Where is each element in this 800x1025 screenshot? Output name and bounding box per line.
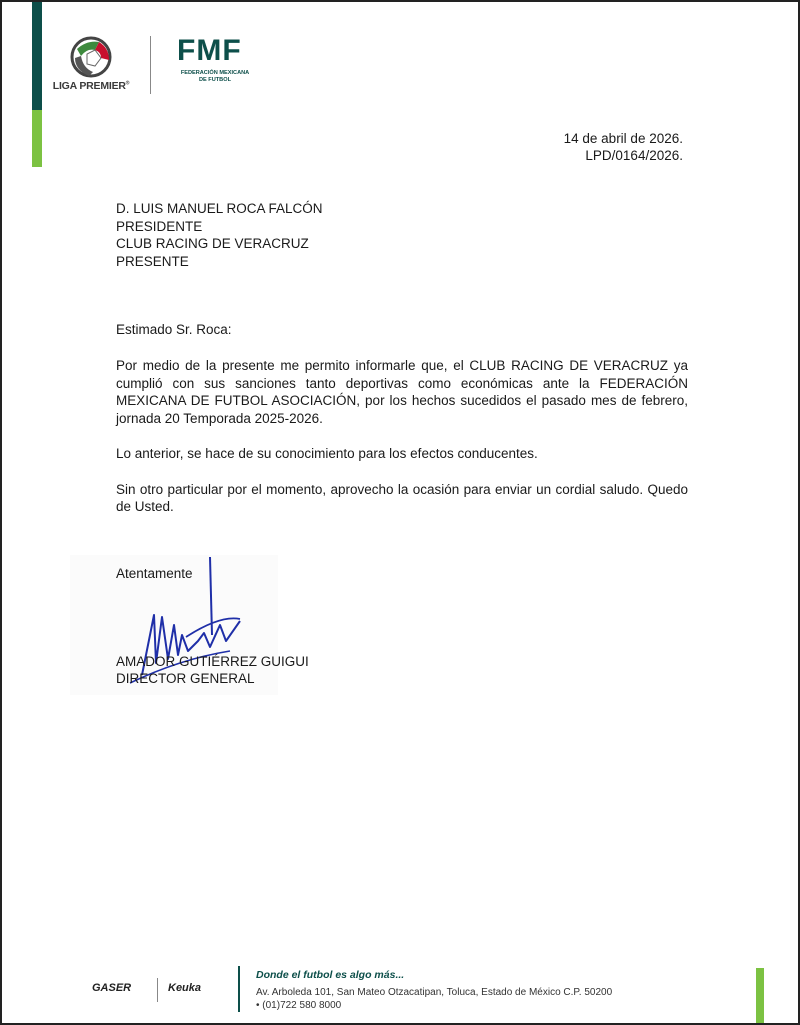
gaser-logo: GASER [92,982,132,994]
recipient-presente: PRESENTE [116,253,189,269]
fmf-logo [177,36,253,84]
signer-name: AMADOR GUTIÉRREZ GUIGUI [116,653,309,669]
recipient-name: D. LUIS MANUEL ROCA FALCÓN [116,201,323,216]
recipient-block [116,200,323,270]
letter-date: 14 de abril de 2026. [563,131,683,146]
letter-body [116,357,688,534]
body-paragraph: Por medio de la presente me permito informarle que, el CLUB RACING DE VERACRUZ ya cumplió con sus sanciones tanto deportivas como económicas ante la FEDERACIÓN MEXICANA DE FUTBOL ASOCIACIÓN, por los hechos sucedidos el pasado mes de febrero, jornada 20 Temporada 2025-2026. [116,358,688,426]
header-logos [54,36,253,98]
ball-icon [69,36,113,78]
closing-text: Atentamente [116,566,193,581]
footer-address: Av. Arboleda 101, San Mateo Otzacatipan, Toluca, Estado de México C.P. 50200 [256,987,613,998]
footer-phone: • (01)722 580 8000 [256,1000,342,1011]
date-block [564,130,683,164]
footer-slogan: Donde el futbol es algo más... [256,969,405,981]
fmf-title: FMF [177,34,242,67]
letter-reference: LPD/0164/2026. [585,148,683,163]
liga-premier-label: LIGA PREMIER [52,80,126,92]
sponsor-divider [157,978,158,1002]
signer-title: DIRECTOR GENERAL [116,671,255,686]
recipient-club: CLUB RACING DE VERACRUZ [116,236,309,251]
fmf-subtitle: FEDERACIÓN MEXICANA DE FUTBOL [180,70,250,83]
footer-divider [238,966,240,1012]
closing-block [116,565,309,688]
body-paragraph: Lo anterior, se hace de su conocimiento para los efectos conducentes. [116,446,538,461]
liga-premier-logo: LIGA PREMIER® [54,36,128,92]
right-accent-bar [756,968,764,1023]
logo-divider [150,36,151,94]
left-accent-bar [32,2,42,167]
keuka-logo: Keuka [168,982,202,994]
salutation: Estimado Sr. Roca: [116,322,232,337]
body-paragraph: Sin otro particular por el momento, aprovecho la ocasión para enviar un cordial saludo. Quedo de Usted. [116,481,688,514]
recipient-title: PRESIDENTE [116,218,203,234]
footer-text [256,968,612,1012]
footer [92,964,732,1019]
